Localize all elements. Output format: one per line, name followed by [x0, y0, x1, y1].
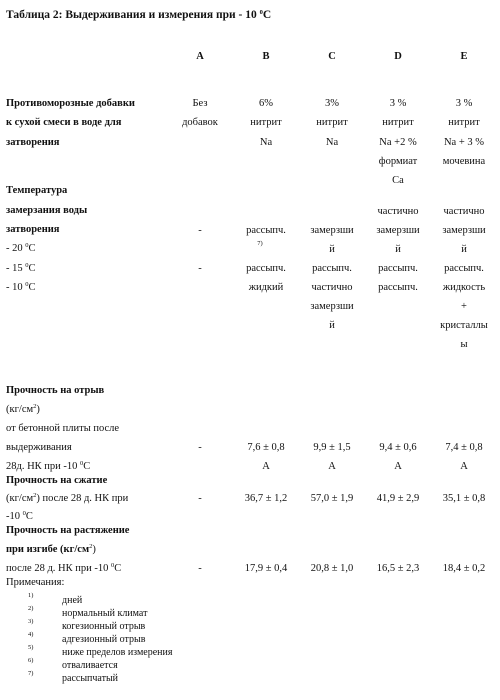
temp-e-line5: жидкость: [442, 282, 486, 293]
tensile-e-value: 7,4 ± 0,8: [445, 442, 483, 453]
compression-e-value: 35,1 ± 0,8: [442, 493, 486, 504]
note-5-marker: 5): [28, 644, 34, 651]
tensile-label-line3: от бетонной плиты после: [6, 423, 120, 434]
note-1-text: дней: [62, 595, 83, 606]
temp-c-line3: рассыпч.: [312, 263, 352, 274]
compression-unit-text: (кг/см: [6, 493, 34, 504]
additive-e-line1: 3 %: [455, 98, 473, 109]
temp-a-dash-2: -: [198, 263, 202, 274]
compression-b-value: 36,7 ± 1,2: [244, 493, 288, 504]
temp-e-line3: й: [461, 244, 467, 255]
compression-temp-unit: C: [25, 511, 33, 522]
flexural-unit-sup: 2: [89, 543, 93, 550]
temperature-minus-15: [6, 264, 36, 275]
flexural-a-value: -: [198, 563, 202, 574]
tensile-unit-close: ): [36, 404, 40, 415]
tensile-d-mode: A: [394, 461, 402, 472]
tensile-cond-degree: 0: [80, 460, 84, 467]
temp-e-line7: кристаллы: [440, 320, 488, 331]
flexural-d-value: 16,5 ± 2,3: [376, 563, 420, 574]
temperature-label-line2: замерзания воды: [6, 205, 88, 216]
temp-c-line4: частично: [311, 282, 353, 293]
flexural-c-value: 20,8 ± 1,0: [310, 563, 354, 574]
compression-c-value: 57,0 ± 1,9: [310, 493, 354, 504]
temp-d-line1: частично: [377, 206, 419, 217]
tensile-unit-sup: 2: [33, 403, 37, 410]
additive-a-line2: добавок: [182, 117, 218, 128]
temp-c-line6: й: [329, 320, 335, 331]
note-6-text: отваливается: [62, 660, 118, 671]
tensile-c-mode: A: [328, 461, 336, 472]
tensile-d-value: 9,4 ± 0,6: [379, 442, 417, 453]
tensile-label-line4: выдерживания: [6, 442, 72, 453]
compression-d-value: 41,9 ± 2,9: [376, 493, 420, 504]
note-2-marker: 2): [28, 605, 34, 612]
tensile-label-line2: [6, 405, 40, 416]
temp-20-degree: 0: [25, 242, 29, 249]
note-3-marker: 3): [28, 618, 34, 625]
flexural-unit-close: ): [92, 544, 96, 555]
table-title: [6, 10, 271, 22]
additives-label-line3: затворения: [6, 137, 60, 148]
additive-c-line3: Na: [325, 137, 339, 148]
note-6-marker: 6): [28, 657, 34, 664]
additive-c-line2: нитрит: [316, 117, 348, 128]
column-header-a: A: [196, 51, 204, 62]
flexural-cond-text: после 28 д. НК при -10: [6, 563, 111, 574]
temperature-label-line1: Температура: [6, 185, 68, 196]
temp-d-line5: рассыпч.: [378, 282, 418, 293]
compression-label-line3: [6, 512, 33, 523]
compression-temp-degree: 0: [22, 510, 26, 517]
additive-d-line1: 3 %: [389, 98, 407, 109]
notes-title: Примечания:: [6, 577, 65, 588]
note-2-text: нормальный климат: [62, 608, 148, 619]
flexural-cond-unit: C: [114, 563, 122, 574]
tensile-cond-text: 28д. НК при -10: [6, 461, 81, 472]
temp-15-degree: 0: [25, 262, 29, 269]
temp-e-line2: замерзши: [442, 225, 486, 236]
compression-label-line2: [6, 494, 128, 505]
temp-d-line3: й: [395, 244, 401, 255]
note-7-marker: 7): [28, 670, 34, 677]
temp-b-line2: рассыпч.: [246, 263, 286, 274]
tensile-label-line1: Прочность на отрыв: [6, 385, 105, 396]
tensile-b-mode: A: [262, 461, 270, 472]
temp-c-line5: замерзши: [310, 301, 354, 312]
note-4-marker: 4): [28, 631, 34, 638]
temp-b-line3: жидкий: [248, 282, 284, 293]
column-header-c: C: [328, 51, 336, 62]
note-1-marker: 1): [28, 592, 34, 599]
temp-e-line1: частично: [443, 206, 485, 217]
compression-cond-text: ) после 28 д. НК при: [36, 493, 129, 504]
compression-temp-text: -10: [6, 511, 23, 522]
tensile-unit-text: (кг/см: [6, 404, 34, 415]
flexural-unit-text: при изгибе (кг/см: [6, 544, 90, 555]
tensile-b-value: 7,6 ± 0,8: [247, 442, 285, 453]
temp-15-unit: C: [28, 263, 36, 274]
flexural-b-value: 17,9 ± 0,4: [244, 563, 288, 574]
temp-20-unit: C: [28, 243, 36, 254]
temp-b-line1: рассыпч.: [246, 225, 286, 236]
flexural-e-value: 18,4 ± 0,2: [442, 563, 486, 574]
temperature-minus-20: [6, 244, 36, 255]
additive-b-line2: нитрит: [250, 117, 282, 128]
additives-label-line1: Противоморозные добавки: [6, 98, 135, 109]
additive-b-line1: 6%: [259, 98, 273, 109]
tensile-a-value: -: [198, 442, 202, 453]
additive-e-line4: мочевина: [442, 156, 486, 167]
column-header-b: B: [262, 51, 270, 62]
additive-e-line2: нитрит: [448, 117, 480, 128]
compression-unit-sup: 2: [33, 492, 37, 499]
additive-a-line1: Без: [192, 98, 208, 109]
temp-a-dash-1: -: [198, 225, 202, 236]
flexural-cond-degree: 0: [110, 562, 115, 569]
compression-a-value: -: [198, 493, 202, 504]
temp-20-value: - 20: [6, 243, 26, 254]
tensile-cond-unit: C: [83, 461, 91, 472]
tensile-e-mode: A: [460, 461, 468, 472]
note-7-text: рассыпчатый: [62, 673, 119, 684]
flexural-label-line3: [6, 564, 121, 575]
additive-e-line3: Na + 3 %: [443, 137, 485, 148]
additive-d-line2: нитрит: [382, 117, 414, 128]
column-header-d: D: [394, 51, 402, 62]
additives-label-line2: к сухой смеси в воде для: [6, 117, 122, 128]
tensile-label-line5: [6, 462, 90, 473]
temp-e-line4: рассыпч.: [444, 263, 484, 274]
temperature-minus-10: [6, 283, 36, 294]
temp-c-line2: й: [329, 244, 335, 255]
title-degree: 0: [259, 9, 263, 16]
title-unit: C: [262, 9, 272, 21]
note-3-text: когезионный отрыв: [62, 621, 146, 632]
temp-d-line2: замерзши: [376, 225, 420, 236]
temp-c-line1: замерзши: [310, 225, 354, 236]
temp-e-line6: +: [461, 301, 467, 312]
flexural-label-line2: [6, 545, 96, 556]
temp-d-line4: рассыпч.: [378, 263, 418, 274]
temp-10-degree: 0: [25, 281, 29, 288]
temperature-label-line3: затворения: [6, 224, 60, 235]
flexural-label-line1: Прочность на растяжение: [6, 525, 130, 536]
additive-c-line1: 3%: [325, 98, 339, 109]
temp-e-line8: ы: [460, 339, 468, 350]
tensile-c-value: 9,9 ± 1,5: [313, 442, 351, 453]
compression-label-line1: Прочность на сжатие: [6, 475, 108, 486]
title-text: Таблица 2: Выдерживания и измерения при - 10: [6, 9, 260, 21]
additive-d-line3: Na +2 %: [379, 137, 417, 148]
additive-b-line3: Na: [259, 137, 273, 148]
column-header-e: E: [460, 51, 468, 62]
additive-d-line5: Ca: [392, 175, 404, 186]
additive-d-line4: формиат: [378, 156, 418, 167]
temp-15-value: - 15: [6, 263, 26, 274]
temp-b-footnote-mark: 7): [257, 240, 263, 247]
temp-10-unit: C: [28, 282, 36, 293]
note-5-text: ниже пределов измерения: [62, 647, 173, 658]
temp-10-value: - 10: [6, 282, 26, 293]
note-4-text: адгезионный отрыв: [62, 634, 146, 645]
